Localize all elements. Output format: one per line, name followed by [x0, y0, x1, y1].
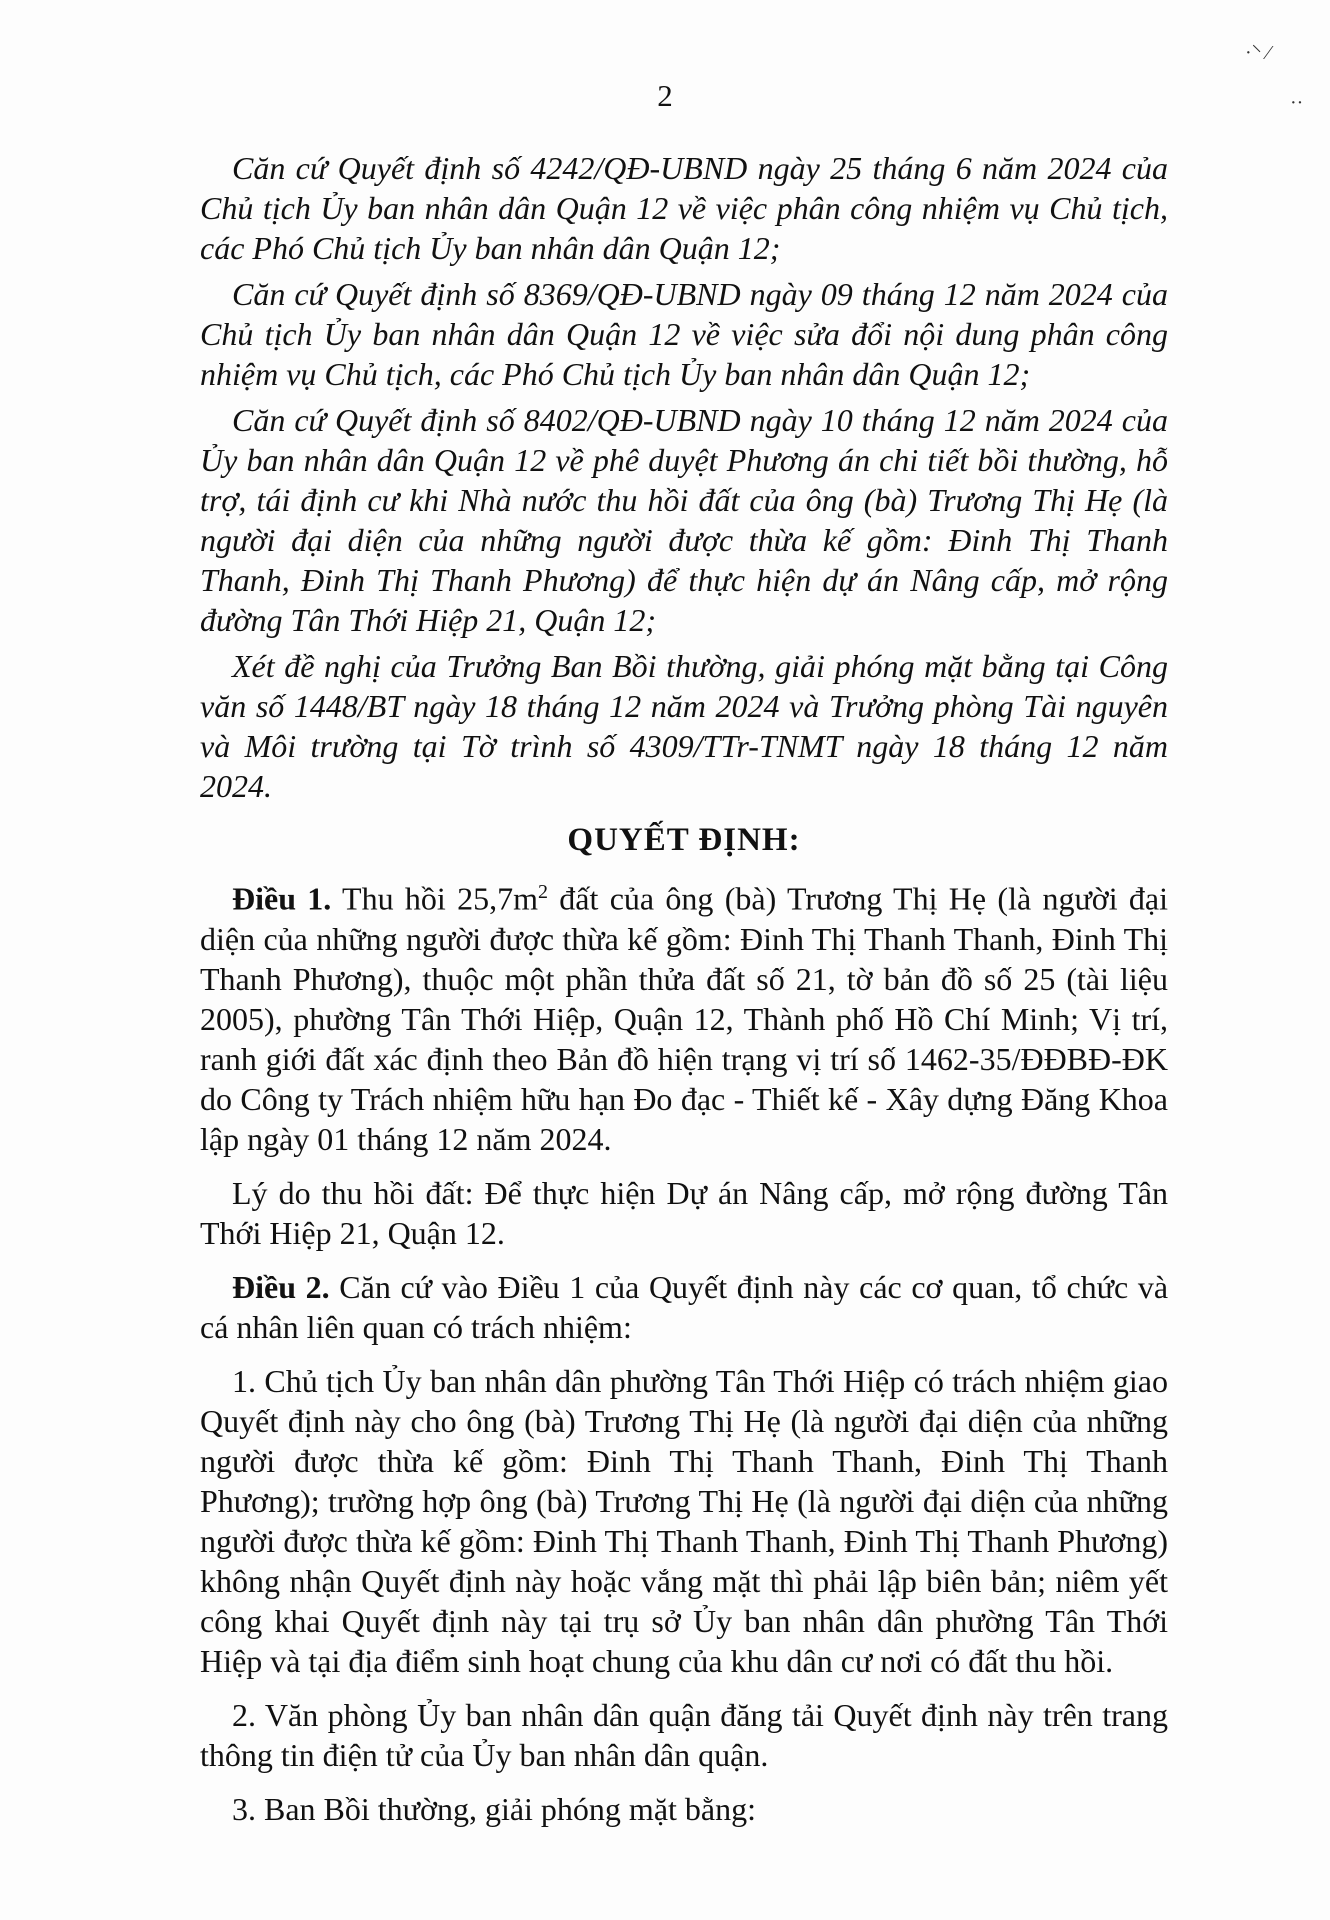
- article-2-label: Điều 2.: [232, 1268, 330, 1305]
- legal-basis-paragraph: Căn cứ Quyết định số 8369/QĐ-UBND ngày 09 tháng 12 năm 2024 của Chủ tịch Ủy ban nhân dân Quận 12 về việc sửa đổi nội dung phân công nhiệm vụ Chủ tịch, các Phó Chủ tịch Ủy ban nhân dân Quận 12;: [200, 276, 1168, 392]
- legal-basis-paragraph: Căn cứ Quyết định số 4242/QĐ-UBND ngày 25 tháng 6 năm 2024 của Chủ tịch Ủy ban nhân dân Quận 12 về việc phân công nhiệm vụ Chủ tịch, các Phó Chủ tịch Ủy ban nhân dân Quận 12;: [200, 150, 1168, 266]
- article-1-label: Điều 1.: [232, 880, 332, 917]
- article-1: [200, 872, 1168, 1159]
- legal-basis-paragraph: Căn cứ Quyết định số 8402/QĐ-UBND ngày 10 tháng 12 năm 2024 của Ủy ban nhân dân Quận 12 về phê duyệt Phương án chi tiết bồi thường, hỗ trợ, tái định cư khi Nhà nước thu hồi đất của ông (bà) Trương Thị Hẹ (là người đại diện của những người được thừa kế gồm: Đinh Thị Thanh Thanh, Đinh Thị Thanh Phương) để thực hiện dự án Nâng cấp, mở rộng đường Tân Thới Hiệp 21, Quận 12;: [200, 402, 1168, 638]
- article-2-text: Căn cứ vào Điều 1 của Quyết định này các cơ quan, tổ chức và cá nhân liên quan có trách nhiệm:: [200, 1268, 1169, 1345]
- scan-artifact-mark: ·⸌ ⁄: [1245, 42, 1270, 64]
- page-number: 2: [657, 78, 673, 113]
- scan-artifact-mark: ··: [1290, 92, 1304, 114]
- document-body: [200, 148, 1168, 1835]
- article-2: [200, 1267, 1168, 1347]
- article-1-text-start: Thu hồi 25,7m: [342, 880, 538, 917]
- article-2-item: 1. Chủ tịch Ủy ban nhân dân phường Tân Thới Hiệp có trách nhiệm giao Quyết định này cho ông (bà) Trương Thị Hẹ (là người đại diện của những người được thừa kế gồm: Đinh Thị Thanh Thanh, Đinh Thị Thanh Phương); trường hợp ông (bà) Trương Thị Hẹ (là người đại diện của những người được thừa kế gồm: Đinh Thị Thanh Thanh, Đinh Thị Thanh Phương) không nhận Quyết định này hoặc vắng mặt thì phải lập biên bản; niêm yết công khai Quyết định này tại trụ sở Ủy ban nhân dân phường Tân Thới Hiệp và tại địa điểm sinh hoạt chung của khu dân cư nơi có đất thu hồi.: [200, 1362, 1168, 1679]
- article-2-item: 3. Ban Bồi thường, giải phóng mặt bằng:: [232, 1790, 756, 1827]
- legal-basis-paragraph: Xét đề nghị của Trưởng Ban Bồi thường, giải phóng mặt bằng tại Công văn số 1448/BT ngày 18 tháng 12 năm 2024 và Trưởng phòng Tài nguyên và Môi trường tại Tờ trình số 4309/TTr-TNMT ngày 18 tháng 12 năm 2024.: [200, 648, 1168, 804]
- decision-heading: QUYẾT ĐỊNH:: [567, 822, 801, 858]
- article-1-superscript: 2: [538, 881, 548, 903]
- article-2-item: 2. Văn phòng Ủy ban nhân dân quận đăng tải Quyết định này trên trang thông tin điện tử của Ủy ban nhân dân quận.: [200, 1696, 1168, 1773]
- article-1-text-rest: đất của ông (bà) Trương Thị Hẹ (là người đại diện của những người được thừa kế gồm: Đinh Thị Thanh Thanh, Đinh Thị Thanh Phương), thuộc một phần thửa đất số 21, tờ bản đồ số 25 (tài liệu 2005), phường Tân Thới Hiệp, Quận 12, Thành phố Hồ Chí Minh; Vị trí, ranh giới đất xác định theo Bản đồ hiện trạng vị trí số 1462-35/ĐĐBĐ-ĐK do Công ty Trách nhiệm hữu hạn Đo đạc - Thiết kế - Xây dựng Đăng Khoa lập ngày 01 tháng 12 năm 2024.: [200, 880, 1169, 1157]
- article-1-reason: Lý do thu hồi đất: Để thực hiện Dự án Nâng cấp, mở rộng đường Tân Thới Hiệp 21, Quận 12.: [200, 1174, 1168, 1251]
